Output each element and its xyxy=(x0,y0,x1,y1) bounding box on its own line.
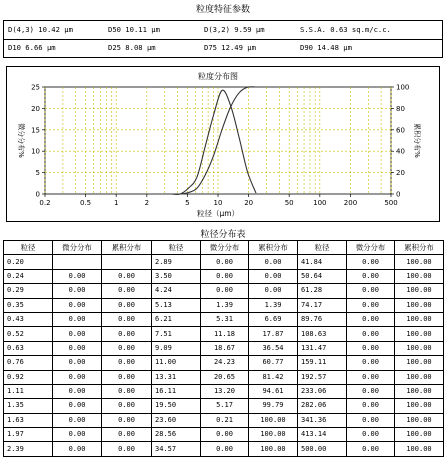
table-cell: 81.42 xyxy=(249,370,298,384)
table-cell: 0.00 xyxy=(102,399,152,413)
table-row xyxy=(4,298,444,312)
table-cell: 0.00 xyxy=(347,399,395,413)
table-cell xyxy=(53,255,102,269)
param-d25: D25 8.08 μm xyxy=(108,43,156,52)
x-tick-label: 0.5 xyxy=(79,199,92,207)
table-cell: 233.06 xyxy=(298,384,347,398)
column-header: 微分分布 xyxy=(347,241,395,255)
column-header: 粒径 xyxy=(298,241,347,255)
x-tick-label: 100 xyxy=(313,199,327,207)
table-row xyxy=(4,269,444,283)
x-tick-label: 50 xyxy=(284,199,294,207)
table-cell: 34.57 xyxy=(152,442,201,456)
x-tick-label: 20 xyxy=(244,199,254,207)
distribution-table xyxy=(3,240,444,457)
param-d90: D90 14.48 μm xyxy=(300,43,352,52)
table-cell: 4.24 xyxy=(152,284,201,298)
table-row xyxy=(4,384,444,398)
table-cell: 1.39 xyxy=(201,298,249,312)
table-cell: 0.00 xyxy=(347,327,395,341)
y-left-tick-label: 0 xyxy=(35,190,40,199)
table-cell: 100.00 xyxy=(395,312,444,326)
table-cell: 11.18 xyxy=(201,327,249,341)
y-left-tick-label: 15 xyxy=(31,126,40,135)
table-row xyxy=(4,356,444,370)
table-cell: 0.00 xyxy=(53,399,102,413)
table-cell: 0.00 xyxy=(201,442,249,456)
param-d43: D(4,3) 10.42 μm xyxy=(8,25,73,34)
x-tick-label: 500 xyxy=(384,199,398,207)
table-row xyxy=(4,413,444,427)
y-left-tick-label: 25 xyxy=(31,83,40,92)
table-cell: 89.76 xyxy=(298,312,347,326)
table-cell: 0.00 xyxy=(102,370,152,384)
table-cell: 1.39 xyxy=(249,298,298,312)
table-cell: 0.00 xyxy=(347,413,395,427)
table-cell: 1.11 xyxy=(4,384,53,398)
table-cell: 0.00 xyxy=(201,428,249,442)
table-cell: 61.28 xyxy=(298,284,347,298)
table-cell: 0.00 xyxy=(201,284,249,298)
table-cell: 1.97 xyxy=(4,428,53,442)
table-cell: 0.00 xyxy=(102,428,152,442)
parameters-row-2 xyxy=(4,39,442,57)
table-cell: 100.00 xyxy=(395,428,444,442)
table-cell: 0.00 xyxy=(347,255,395,269)
table-cell: 100.00 xyxy=(395,255,444,269)
table-row xyxy=(4,399,444,413)
table-cell: 2.39 xyxy=(4,442,53,456)
table-cell: 0.00 xyxy=(53,428,102,442)
table-cell: 100.00 xyxy=(395,370,444,384)
table-cell: 60.77 xyxy=(249,356,298,370)
y-right-tick-label: 60 xyxy=(396,126,405,135)
table-cell: 0.35 xyxy=(4,298,53,312)
table-cell: 94.61 xyxy=(249,384,298,398)
table-cell: 100.00 xyxy=(395,413,444,427)
y-right-tick-label: 80 xyxy=(396,104,405,113)
table-cell: 0.00 xyxy=(53,298,102,312)
table-cell: 0.00 xyxy=(347,370,395,384)
table-cell: 0.00 xyxy=(201,255,249,269)
table-cell: 3.50 xyxy=(152,269,201,283)
table-header-row xyxy=(4,241,444,255)
table-cell: 17.87 xyxy=(249,327,298,341)
table-cell: 0.00 xyxy=(102,269,152,283)
table-cell: 0.00 xyxy=(102,413,152,427)
table-cell: 6.69 xyxy=(249,312,298,326)
table-cell: 18.67 xyxy=(201,341,249,355)
table-cell: 131.47 xyxy=(298,341,347,355)
table-cell: 0.00 xyxy=(53,312,102,326)
y-right-tick-label: 100 xyxy=(396,83,410,92)
table-cell: 0.63 xyxy=(4,341,53,355)
column-header: 累积分布 xyxy=(395,241,444,255)
table-cell: 11.00 xyxy=(152,356,201,370)
table-cell: 0.43 xyxy=(4,312,53,326)
table-cell: 24.23 xyxy=(201,356,249,370)
table-cell: 0.00 xyxy=(102,298,152,312)
parameters-row-1 xyxy=(4,21,442,40)
column-header: 累积分布 xyxy=(102,241,152,255)
table-cell: 36.54 xyxy=(249,341,298,355)
column-header: 粒径 xyxy=(4,241,53,255)
table-cell: 1.35 xyxy=(4,399,53,413)
x-tick-label: 10 xyxy=(213,199,223,207)
table-cell: 0.00 xyxy=(347,284,395,298)
table-cell: 0.00 xyxy=(347,428,395,442)
table-cell: 0.20 xyxy=(4,255,53,269)
table-cell: 0.00 xyxy=(347,298,395,312)
column-header: 粒径 xyxy=(152,241,201,255)
table-cell: 0.00 xyxy=(347,312,395,326)
param-d32: D(3,2) 9.59 μm xyxy=(204,25,265,34)
table-cell: 99.79 xyxy=(249,399,298,413)
table-cell: 0.76 xyxy=(4,356,53,370)
table-cell: 0.00 xyxy=(347,442,395,456)
table-cell: 13.31 xyxy=(152,370,201,384)
table-cell: 9.09 xyxy=(152,341,201,355)
table-cell: 23.60 xyxy=(152,413,201,427)
table-cell: 159.11 xyxy=(298,356,347,370)
table-cell: 0.00 xyxy=(249,255,298,269)
table-cell: 5.31 xyxy=(201,312,249,326)
table-row xyxy=(4,442,444,456)
y-right-axis-label: 累积分布% xyxy=(413,123,421,158)
table-row xyxy=(4,370,444,384)
table-cell: 0.29 xyxy=(4,284,53,298)
x-tick-label: 2 xyxy=(144,199,150,207)
page-title: 粒度特征参数 xyxy=(195,5,250,15)
table-cell: 0.00 xyxy=(53,284,102,298)
y-left-tick-label: 10 xyxy=(31,147,40,156)
table-cell: 0.00 xyxy=(53,356,102,370)
table-cell: 16.11 xyxy=(152,384,201,398)
table-cell: 6.21 xyxy=(152,312,201,326)
table-row xyxy=(4,428,444,442)
param-d50: D50 10.11 μm xyxy=(108,25,160,34)
table-cell: 2.89 xyxy=(152,255,201,269)
table-cell: 0.00 xyxy=(102,312,152,326)
table-cell: 0.00 xyxy=(53,384,102,398)
param-d10: D10 6.66 μm xyxy=(8,43,56,52)
parameters-box xyxy=(3,20,443,58)
table-cell: 13.20 xyxy=(201,384,249,398)
table-cell: 100.00 xyxy=(395,399,444,413)
table-cell: 0.00 xyxy=(102,442,152,456)
y-right-tick-label: 40 xyxy=(396,147,405,156)
table-cell: 100.00 xyxy=(395,356,444,370)
table-cell: 0.00 xyxy=(53,370,102,384)
table-cell xyxy=(102,255,152,269)
table-cell: 100.00 xyxy=(395,384,444,398)
table-row xyxy=(4,255,444,269)
table-cell: 5.17 xyxy=(201,399,249,413)
table-title: 粒径分布表 xyxy=(200,230,246,240)
distribution-chart-frame xyxy=(6,66,440,222)
table-cell: 100.00 xyxy=(249,442,298,456)
table-cell: 20.65 xyxy=(201,370,249,384)
table-cell: 0.92 xyxy=(4,370,53,384)
table-cell: 0.00 xyxy=(249,284,298,298)
x-tick-label: 0.2 xyxy=(39,199,51,207)
table-cell: 19.50 xyxy=(152,399,201,413)
table-cell: 100.00 xyxy=(395,284,444,298)
table-cell: 5.13 xyxy=(152,298,201,312)
table-cell: 100.00 xyxy=(395,341,444,355)
table-cell: 0.00 xyxy=(249,269,298,283)
table-cell: 0.00 xyxy=(53,327,102,341)
y-right-tick-label: 0 xyxy=(396,190,401,199)
table-cell: 50.64 xyxy=(298,269,347,283)
y-left-axis-label: 微分分布% xyxy=(17,123,25,158)
table-cell: 108.63 xyxy=(298,327,347,341)
table-cell: 28.56 xyxy=(152,428,201,442)
y-right-tick-label: 20 xyxy=(396,169,405,178)
table-cell: 0.00 xyxy=(102,356,152,370)
table-cell: 100.00 xyxy=(249,413,298,427)
table-cell: 413.14 xyxy=(298,428,347,442)
chart-title: 粒度分布图 xyxy=(198,72,238,81)
table-cell: 100.00 xyxy=(395,442,444,456)
table-cell: 0.00 xyxy=(347,341,395,355)
table-cell: 0.00 xyxy=(53,413,102,427)
table-cell: 192.57 xyxy=(298,370,347,384)
distribution-chart xyxy=(7,67,439,221)
y-left-tick-label: 20 xyxy=(31,104,40,113)
x-tick-label: 1 xyxy=(113,199,119,207)
table-body xyxy=(4,255,444,456)
table-cell: 41.84 xyxy=(298,255,347,269)
y-left-tick-label: 5 xyxy=(35,169,40,178)
table-cell: 1.63 xyxy=(4,413,53,427)
table-cell: 0.00 xyxy=(347,384,395,398)
table-cell: 341.36 xyxy=(298,413,347,427)
table-cell: 0.00 xyxy=(53,341,102,355)
table-row xyxy=(4,341,444,355)
column-header: 微分分布 xyxy=(53,241,102,255)
table-cell: 0.00 xyxy=(53,269,102,283)
table-cell: 0.00 xyxy=(347,269,395,283)
table-cell: 0.00 xyxy=(102,384,152,398)
table-cell: 500.00 xyxy=(298,442,347,456)
table-cell: 0.00 xyxy=(102,284,152,298)
table-cell: 74.17 xyxy=(298,298,347,312)
table-cell: 0.00 xyxy=(347,356,395,370)
table-cell: 0.00 xyxy=(53,442,102,456)
table-cell: 0.52 xyxy=(4,327,53,341)
table-cell: 100.00 xyxy=(395,298,444,312)
table-cell: 100.00 xyxy=(395,269,444,283)
table-cell: 0.00 xyxy=(102,327,152,341)
column-header: 微分分布 xyxy=(201,241,249,255)
x-tick-label: 200 xyxy=(343,199,358,207)
table-cell: 7.51 xyxy=(152,327,201,341)
param-d75: D75 12.49 μm xyxy=(204,43,256,52)
x-tick-label: 5 xyxy=(185,199,190,207)
param-ssa: S.S.A. 0.63 sq.m/c.c. xyxy=(300,25,391,34)
table-cell: 282.06 xyxy=(298,399,347,413)
table-cell: 0.21 xyxy=(201,413,249,427)
table-row xyxy=(4,312,444,326)
table-cell: 100.00 xyxy=(395,327,444,341)
table-row xyxy=(4,327,444,341)
table-cell: 0.00 xyxy=(102,341,152,355)
column-header: 累积分布 xyxy=(249,241,298,255)
x-axis-label: 粒径（μm） xyxy=(196,209,240,218)
table-cell: 100.00 xyxy=(249,428,298,442)
table-cell: 0.00 xyxy=(201,269,249,283)
table-row xyxy=(4,284,444,298)
table-cell: 0.24 xyxy=(4,269,53,283)
